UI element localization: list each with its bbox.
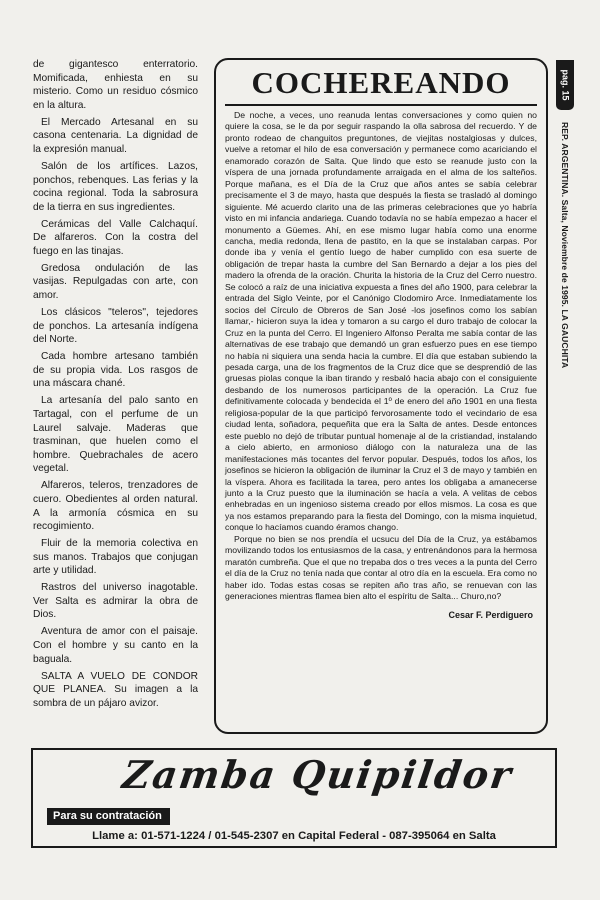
- page-number-tab: [556, 60, 574, 110]
- article-title: COCHEREANDO: [225, 66, 537, 106]
- article-box: [214, 58, 548, 734]
- ad-contact-phones: Llame a: 01-571-1224 / 01-545-2307 en Capital Federal - 087-395064 en Salta: [92, 830, 496, 842]
- article-author: Cesar F. Perdiguero: [448, 610, 533, 621]
- left-paragraph: Cada hombre artesano también de su propia vida. Los rasgos de una máscara chané.: [33, 351, 198, 390]
- publication-info: REP. ARGENTINA. Salta, Noviembre de 1995. LA GAUCHITA: [560, 122, 570, 369]
- left-paragraph: El Mercado Artesanal en su casona centenaria. La dignidad de la expresión manual.: [33, 116, 198, 155]
- ad-tagline: Para su contratación: [47, 808, 170, 825]
- left-paragraph: Alfareros, teleros, trenzadores de cuero. Obedientes al orden natural. A la armonía cósmica en su recogimiento.: [33, 480, 198, 533]
- page-number: pag. 15: [560, 69, 571, 101]
- left-paragraph: Fluir de la memoria colectiva en sus manos. Trabajos que conjugan arte y utilidad.: [33, 538, 198, 577]
- left-paragraph: Los clásicos "teleros", tejedores de ponchos. La artesanía indígena del Norte.: [33, 307, 198, 346]
- left-paragraph: La artesanía del palo santo en Tartagal, con el perfume de un Laurel salvaje. Maderas que trasminan, que huelen como el hombre. Quebrachales de acero vegetal.: [33, 395, 198, 475]
- left-paragraph: SALTA A VUELO DE CONDOR QUE PLANEA. Su imagen a la sombra de un pájaro avizor.: [33, 670, 198, 709]
- left-paragraph: Salón de los artífices. Lazos, ponchos, rebenques. Las ferias y la cocina regional. Toda la sabrosura de la tierra en sus ingredientes.: [33, 160, 198, 213]
- left-paragraph: Aventura de amor con el paisaje. Con el hombre y su canto en la baguala.: [33, 626, 198, 665]
- left-paragraph: de gigantesco enterratorio. Momificada, enhiesta en su misterio. Como un residuo cósmico en la altura.: [33, 59, 198, 111]
- ad-artist-name: Zamba Quipildor: [119, 752, 516, 797]
- advertisement: [31, 748, 557, 848]
- article-paragraph: Porque no bien se nos prendía el ucsucu del Día de la Cruz, ya estábamos movilizando todos los entusiasmos de la casa, y entrenándonos para la hermosa maratón cumbreña. Que el que no trepaba dos o tres veces a la punta del Cerro el día de la Cruz no tenía nada que contar al otro día en la escuela. Era como no haber ido. Todas estas cosas se repiten año tras año, se renuevan con las generaciones mientras flamea bien alto el espíritu de Salta... Churo,no?: [225, 533, 537, 602]
- side-label: [556, 60, 576, 369]
- left-paragraph: Rastros del universo inagotable. Ver Salta es admirar la obra de Dios.: [33, 582, 198, 621]
- left-paragraph: Cerámicas del Valle Calchaquí. De alfareros. Con la costra del fuego en las tinajas.: [33, 218, 198, 257]
- left-column: [33, 58, 198, 714]
- article-paragraph: De noche, a veces, uno reanuda lentas conversaciones y como quien no quiere la cosa, se le da por seguir raspando la olla sabrosa del recuerdo. Y de pronto rodeao de changuitos preguntones, de viejitas nostalgiosas y dulces, vuelve a retomar el hilo de esa conversación y permanece como acariciando el enamorado corazón de Salta. Que lindo que esto se reanude justo con la víspera de una jornada profundamente arraigada en el alma de los salteños. Porque mañana, es el Día de la Cruz que años antes se sabía celebrar precisamente el 3 de mayo, hasta que después la fiesta se trasladó al domingo siguiente. Mé acuerdo clarito una de las primeras celebraciones que yo habría visto en mi infancia andariega. Cuando todavía no se había empezao a hacer el monumento a Güemes. Ahí, en ese mismo lugar había como una enorme cancha, media redonda, llena de pastito, en la que se instalaban carpas. Por donde iba y venía el gentío luego de haber cumplido con esa suerte de obligación de trepar hasta la cumbre del San Bernardo a dejar a los pies del madero la ofrenda de la oración. Churita la historia de la Cruz del Cerro nuestro. Se colocó a raíz de una iniciativa expuesta a fines del año 1900, para celebrar la entrada del Siglo Veinte, por el Canónigo Clodomiro Arce. Inmediatamente los socios del Círculo de Obreros de San José -los josefinos como los sabían llamar,- hicieron suya la idea y tomaron a su cargo el duro trabajo de colocar la Cruz en la punta del Cerro. El Ingeniero Alfonso Peralta me sabía contar de las alternativas de ese trabajo que demandó un gran esfuerzo pues en ese tiempo no había ni siquiera una senda hacia la cumbre. El día que estaban subiendo la pesada carga, una de los fragmentos de la Cruz dice que se desprendió de las gruesas piolas conque la iban tirando y resbaló hacia abajo con el consiguiente desbando de los numerosos participantes de la operación. La Cruz fue definitivamente colocada y bendecida el 1º de enero del año 1901 en una fiesta religiosa-popular de la que participó fervorosamente todo el vecindario de esa ciudad lenta, soñadora, pequeñita que era la Salta de antes. Desde entonces este pueblo no dejó de tributar puntual homenaje al de la cristiandad, instalando a cielo abierto, en armonioso diálogo con la naturaleza una de las manifestaciones más tocantes del fervor popular. Después, todos los años, los josefinos se hicieron la obligación de iluminar la Cruz el 3 de mayo y también en la víspera. Ahora es facilitada la tarea, pero antes los obligaba a amanecerse junto a la Cruz puesto que la iluminación se hacía a vela. A velitas de cebos enhebradas en un ingenioso sistema creado por ellos mismos. La cosa es que ya nos estamos preparando para la fiesta del Domingo, con la misma inquietud, conque lo hacíamos cuando éramos chango.: [225, 110, 537, 533]
- left-paragraph: Gredosa ondulación de las vasijas. Repulgadas con arte, con amor.: [33, 262, 198, 302]
- article-body: [225, 110, 537, 602]
